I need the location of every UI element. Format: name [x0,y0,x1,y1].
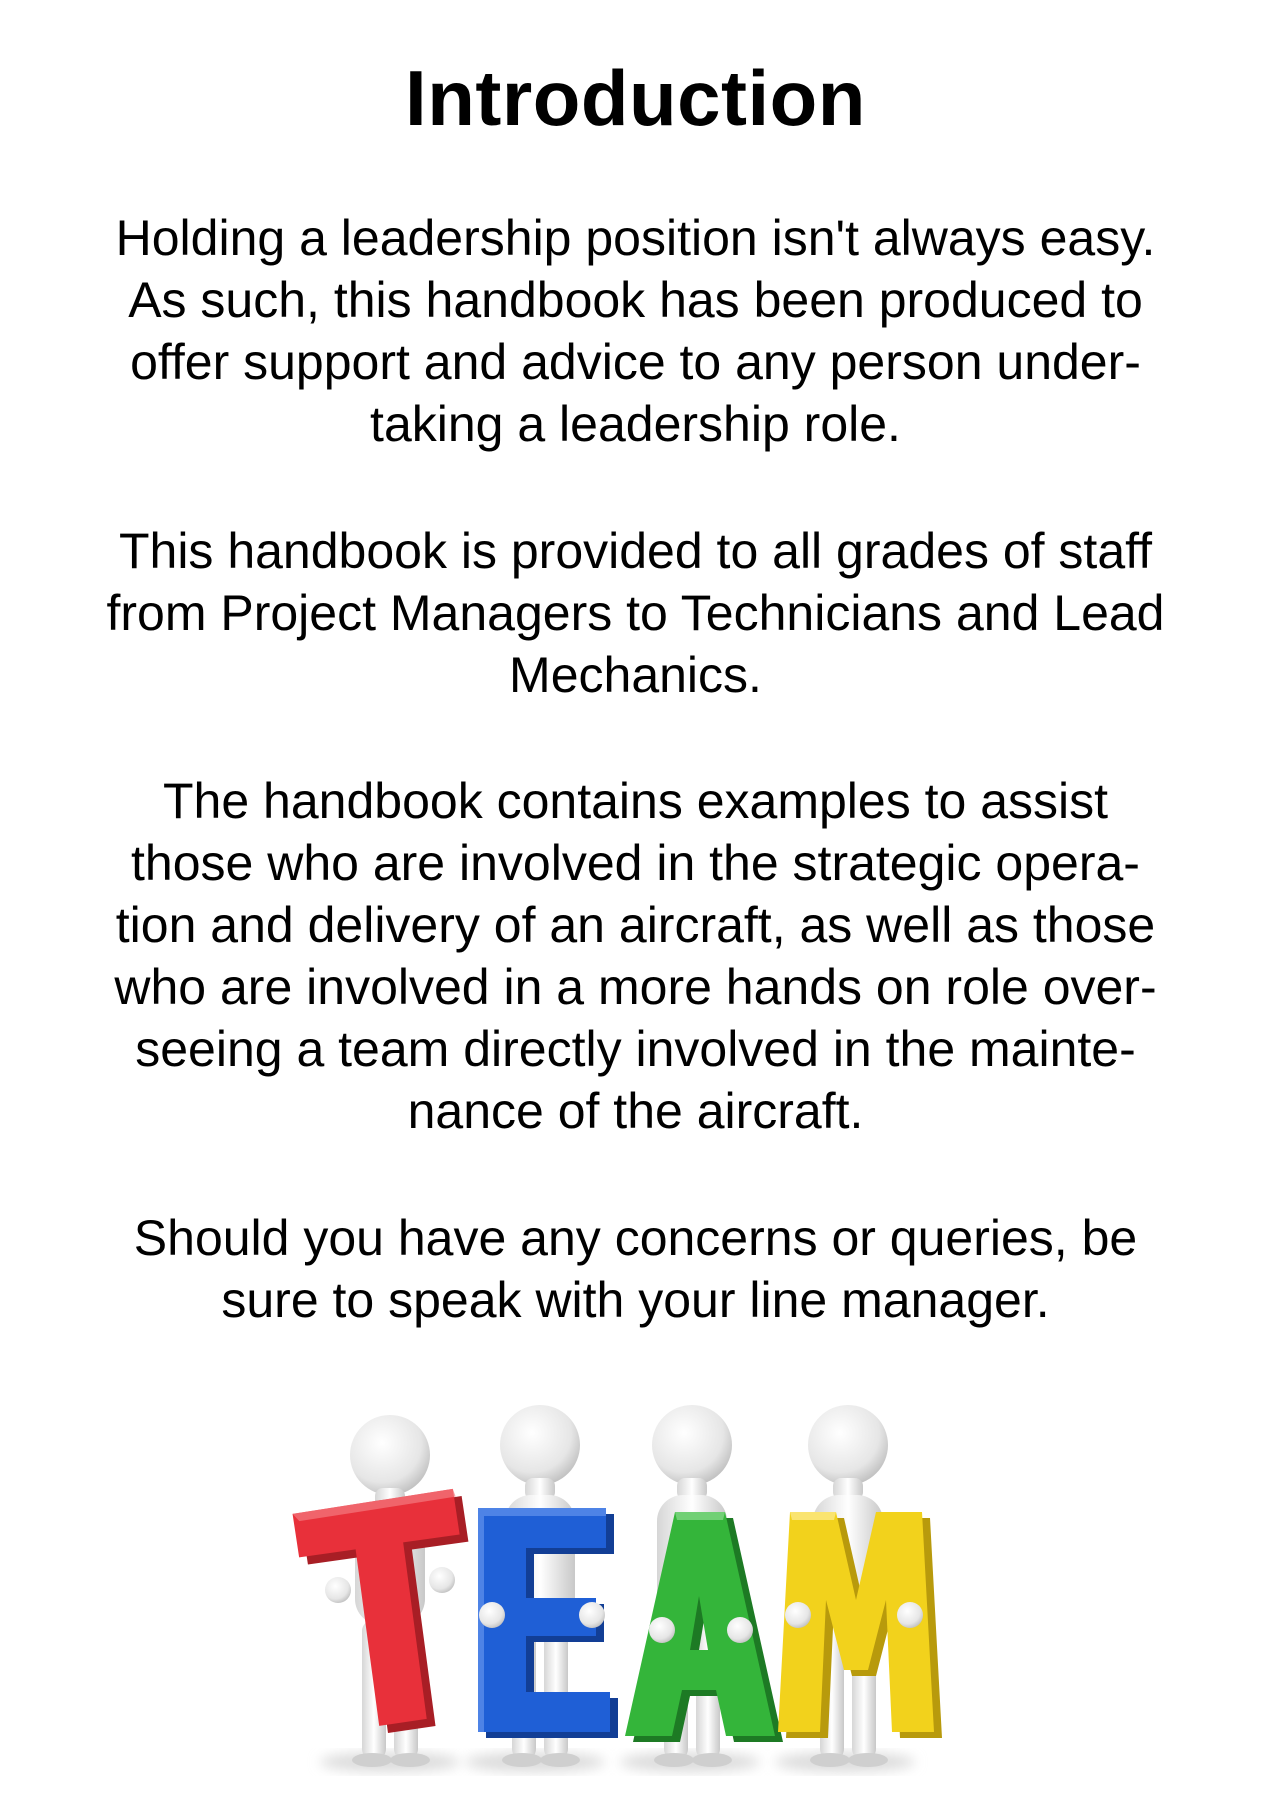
paragraph-intro [40,207,1231,455]
paragraph-line: Mechanics. [509,647,762,703]
paragraph-contact [40,1207,1231,1331]
paragraph-line: Holding a leadership position isn't always easy. [115,210,1156,266]
paragraph-line: nance of the aircraft. [407,1083,864,1139]
paragraph-line: from Project Managers to Technicians and Lead [106,585,1165,641]
paragraph-line: who are involved in a more hands on role over- [114,959,1157,1015]
letter-t [292,1488,488,1741]
paragraph-line: tion and delivery of an aircraft, as well as those [115,897,1156,953]
paragraph-line: The handbook contains examples to assist [163,773,1108,829]
paragraph-audience [40,520,1231,706]
team-illustration [270,1400,970,1780]
paragraph-line: seeing a team directly involved in the mainte- [135,1021,1136,1077]
paragraph-line: Should you have any concerns or queries, be [133,1210,1138,1266]
paragraph-line: offer support and advice to any person under- [130,334,1141,390]
page-title: Introduction [405,54,866,142]
paragraph-contents [40,770,1231,1142]
paragraph-line: taking a leadership role. [370,396,901,452]
paragraph-line: As such, this handbook has been produced to [128,272,1143,328]
paragraph-line: This handbook is provided to all grades of staff [118,523,1153,579]
paragraph-line: those who are involved in the strategic opera- [131,835,1140,891]
paragraph-line: sure to speak with your line manager. [221,1272,1050,1328]
